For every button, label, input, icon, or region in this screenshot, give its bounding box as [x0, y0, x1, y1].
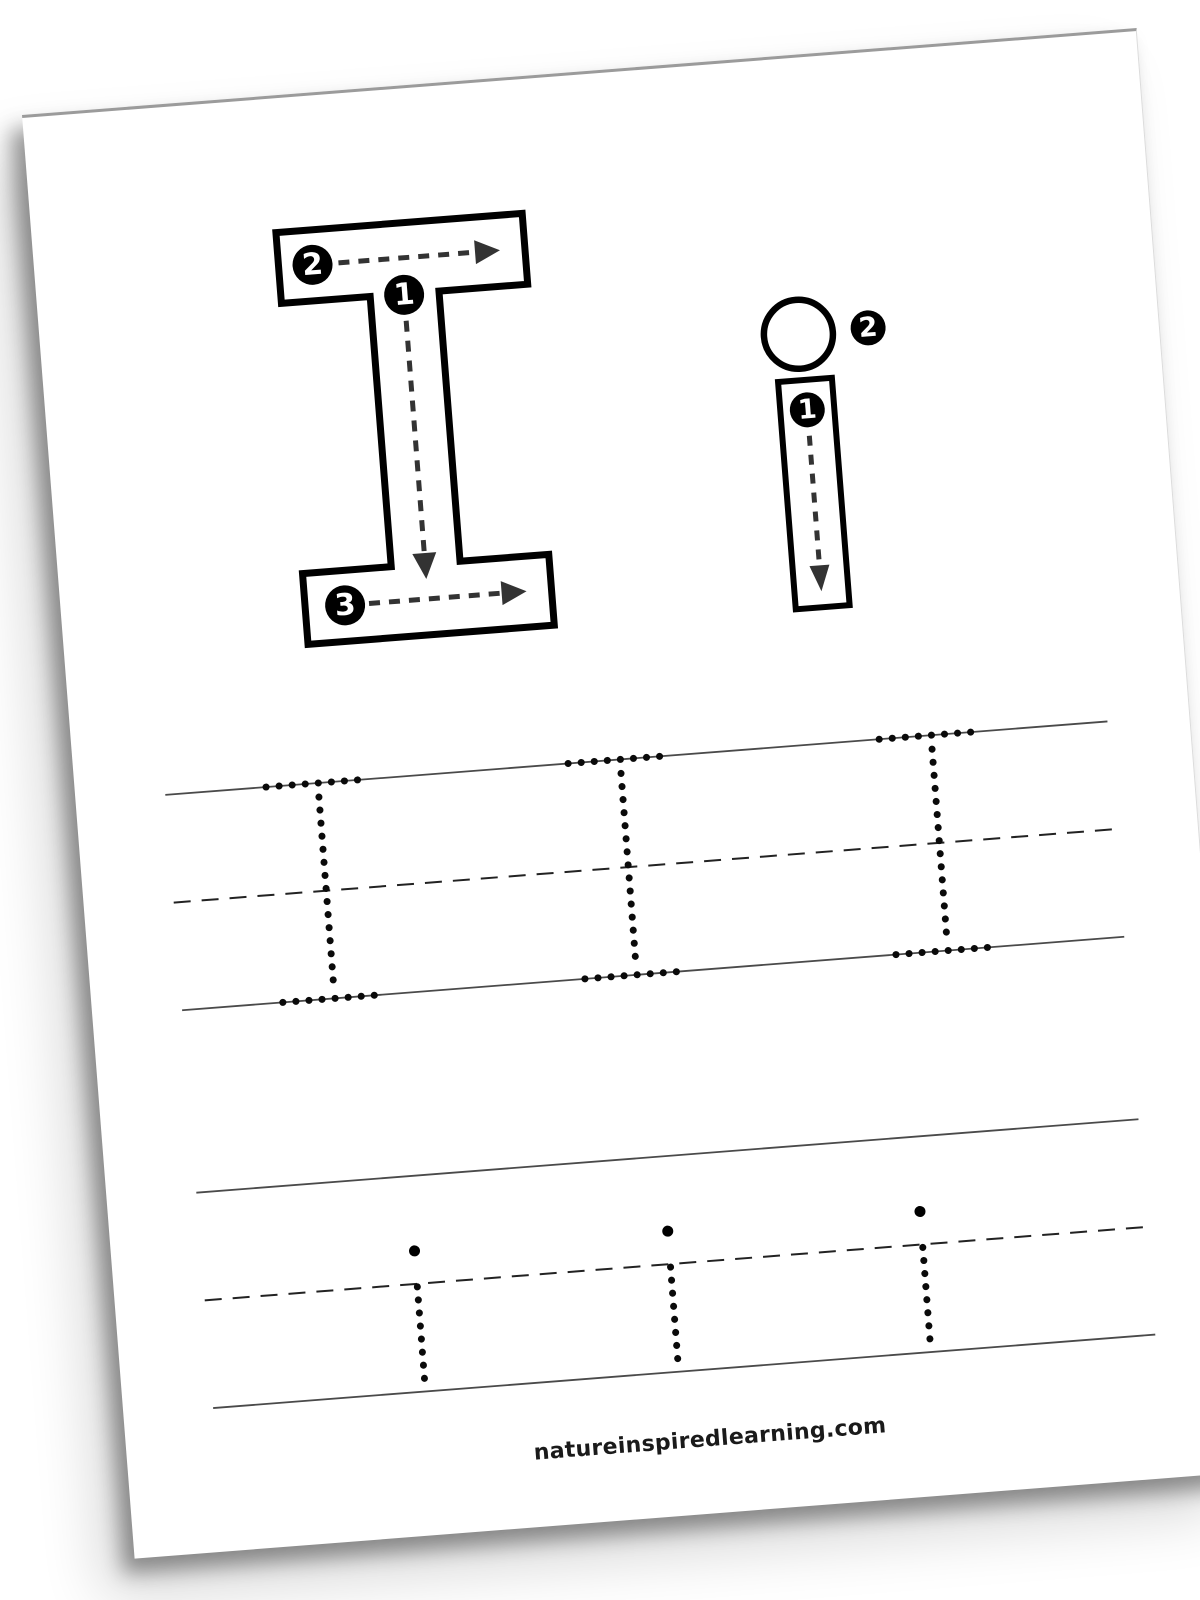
- lowercase-guide-letter: [761, 293, 907, 610]
- row2-top-line: [196, 1119, 1138, 1192]
- traceable-letter-I: [568, 755, 688, 978]
- traceable-letter-i: [662, 1225, 684, 1368]
- stroke-2-number: 2: [300, 246, 325, 284]
- traceable-letter-i: [914, 1206, 936, 1349]
- lowercase-stroke-1-number: 1: [796, 393, 818, 427]
- website-credit: natureinspiredlearning.com: [532, 1413, 888, 1466]
- worksheet-graphics: [22, 31, 1200, 1562]
- stroke-1-number: 1: [392, 276, 416, 314]
- row2-bottom-line: [213, 1335, 1155, 1408]
- traceable-letter-I: [879, 731, 999, 954]
- uppercase-practice-row: [165, 721, 1124, 1010]
- lowercase-practice-row: [196, 1119, 1155, 1408]
- traceable-letter-i: [409, 1245, 431, 1388]
- lowercase-stroke-2-badge: [849, 309, 887, 347]
- row2-dashed-midline: [205, 1227, 1147, 1300]
- stroke-3-number: 3: [333, 587, 357, 624]
- lowercase-stroke-2-number: 2: [857, 311, 879, 345]
- worksheet-page: [22, 28, 1200, 1559]
- lowercase-dot-outline: [761, 297, 835, 371]
- row1-dashed-midline: [174, 829, 1116, 902]
- traceable-letter-I: [266, 779, 386, 1002]
- uppercase-guide-letter: [276, 213, 554, 644]
